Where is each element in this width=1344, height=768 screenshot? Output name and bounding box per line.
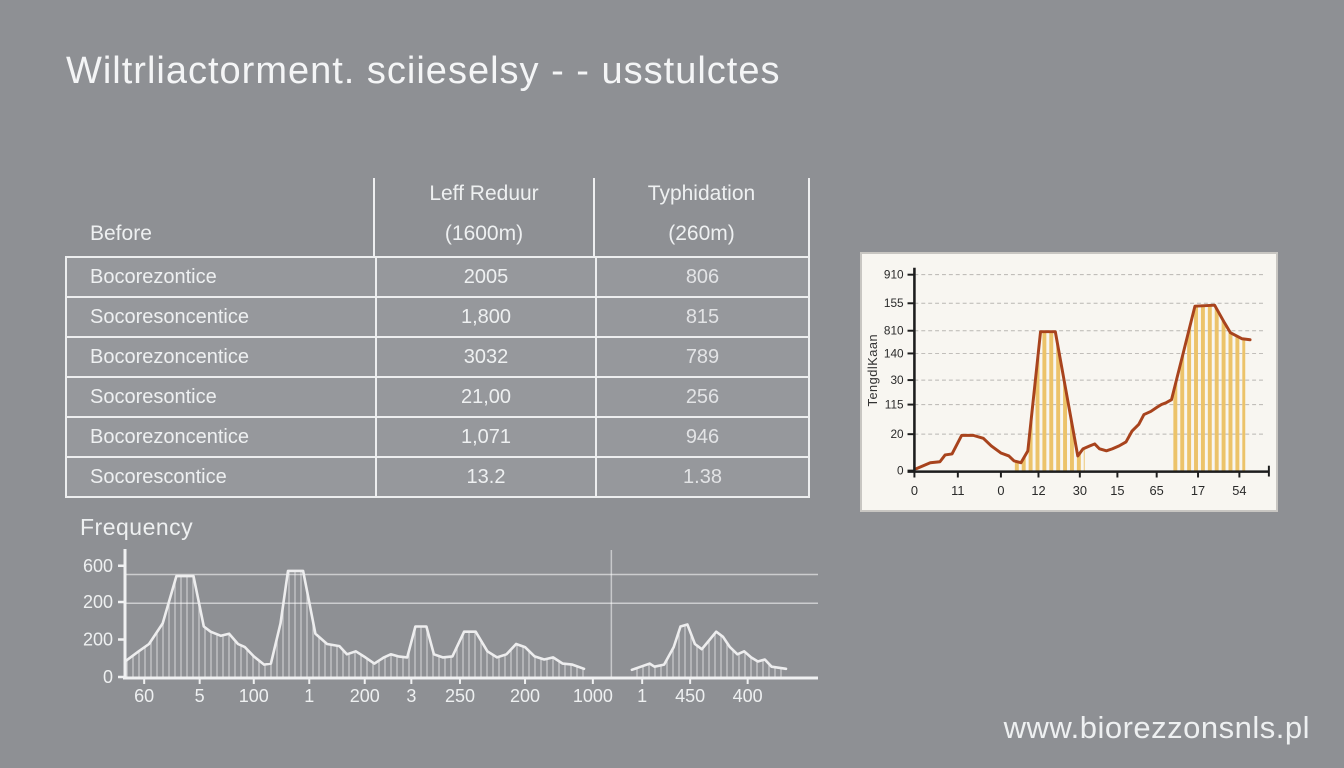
svg-text:910: 910 [883, 267, 904, 282]
table-header-row [65, 178, 810, 256]
right-chart [862, 254, 1276, 510]
svg-text:200: 200 [510, 686, 541, 705]
svg-text:17: 17 [1190, 483, 1206, 499]
svg-text:450: 450 [675, 686, 706, 705]
svg-text:30: 30 [1072, 483, 1087, 499]
svg-text:200: 200 [82, 629, 113, 650]
table-row-col3: 256 [597, 378, 808, 416]
table-row-name: Bocorezontice [67, 258, 375, 296]
right-chart-panel [860, 252, 1278, 512]
svg-text:15: 15 [1110, 483, 1125, 499]
svg-text:5: 5 [194, 686, 205, 705]
svg-text:400: 400 [732, 686, 763, 705]
table-row-col2: 2005 [377, 258, 595, 296]
table-row-col2: 3032 [377, 338, 595, 376]
table-row-col2: 1,800 [377, 298, 595, 336]
svg-text:1: 1 [637, 686, 648, 705]
svg-text:3: 3 [406, 686, 417, 705]
svg-text:0: 0 [997, 483, 1005, 499]
table-row-col3: 946 [597, 418, 808, 456]
svg-text:30: 30 [890, 373, 904, 388]
header-cell-typhidation: Typhidation (260m) [595, 178, 810, 256]
svg-text:1000: 1000 [572, 686, 613, 705]
table-row-name: Socoresontice [67, 378, 375, 416]
svg-text:1: 1 [304, 686, 315, 705]
table-row-name: Socorescontice [67, 458, 375, 496]
page-title: Wiltrliactorment. sciieselsy - - usstulctes [66, 50, 781, 92]
svg-text:65: 65 [1149, 483, 1164, 499]
header-cell-leff-reduur: Leff Reduur (1600m) [375, 178, 595, 256]
frequency-chart-title: Frequency [80, 514, 194, 540]
svg-text:600: 600 [82, 555, 113, 576]
table-row-col3: 815 [597, 298, 808, 336]
data-table [65, 256, 810, 498]
table-row-col2: 13.2 [377, 458, 595, 496]
svg-text:20: 20 [890, 427, 904, 442]
table-row-col3: 806 [597, 258, 808, 296]
svg-text:TengdlKaan: TengdlKaan [865, 333, 880, 407]
svg-text:60: 60 [134, 686, 155, 705]
svg-text:0: 0 [102, 667, 113, 687]
svg-text:200: 200 [82, 592, 113, 612]
svg-text:12: 12 [1031, 483, 1046, 499]
table-row-name: Bocorezoncentice [67, 338, 375, 376]
svg-text:200: 200 [349, 686, 380, 705]
svg-text:115: 115 [884, 397, 904, 412]
table-row-name: Socoresoncentice [67, 298, 375, 336]
table-row-col3: 789 [597, 338, 808, 376]
table-row-col3: 1.38 [597, 458, 808, 496]
svg-text:155: 155 [883, 296, 904, 311]
table-row-col2: 21,00 [377, 378, 595, 416]
svg-text:11: 11 [951, 483, 965, 499]
svg-text:250: 250 [444, 686, 475, 705]
frequency-chart [60, 545, 840, 705]
svg-text:0: 0 [910, 483, 918, 499]
svg-text:810: 810 [883, 323, 904, 338]
table-row-col2: 1,071 [377, 418, 595, 456]
svg-text:140: 140 [883, 346, 904, 361]
watermark: www.biorezzonsnls.pl [1003, 710, 1310, 745]
svg-text:0: 0 [897, 463, 904, 478]
header-cell-before: Before [65, 178, 375, 256]
svg-text:54: 54 [1232, 483, 1247, 499]
table-row-name: Bocorezoncentice [67, 418, 375, 456]
svg-text:100: 100 [238, 686, 269, 705]
